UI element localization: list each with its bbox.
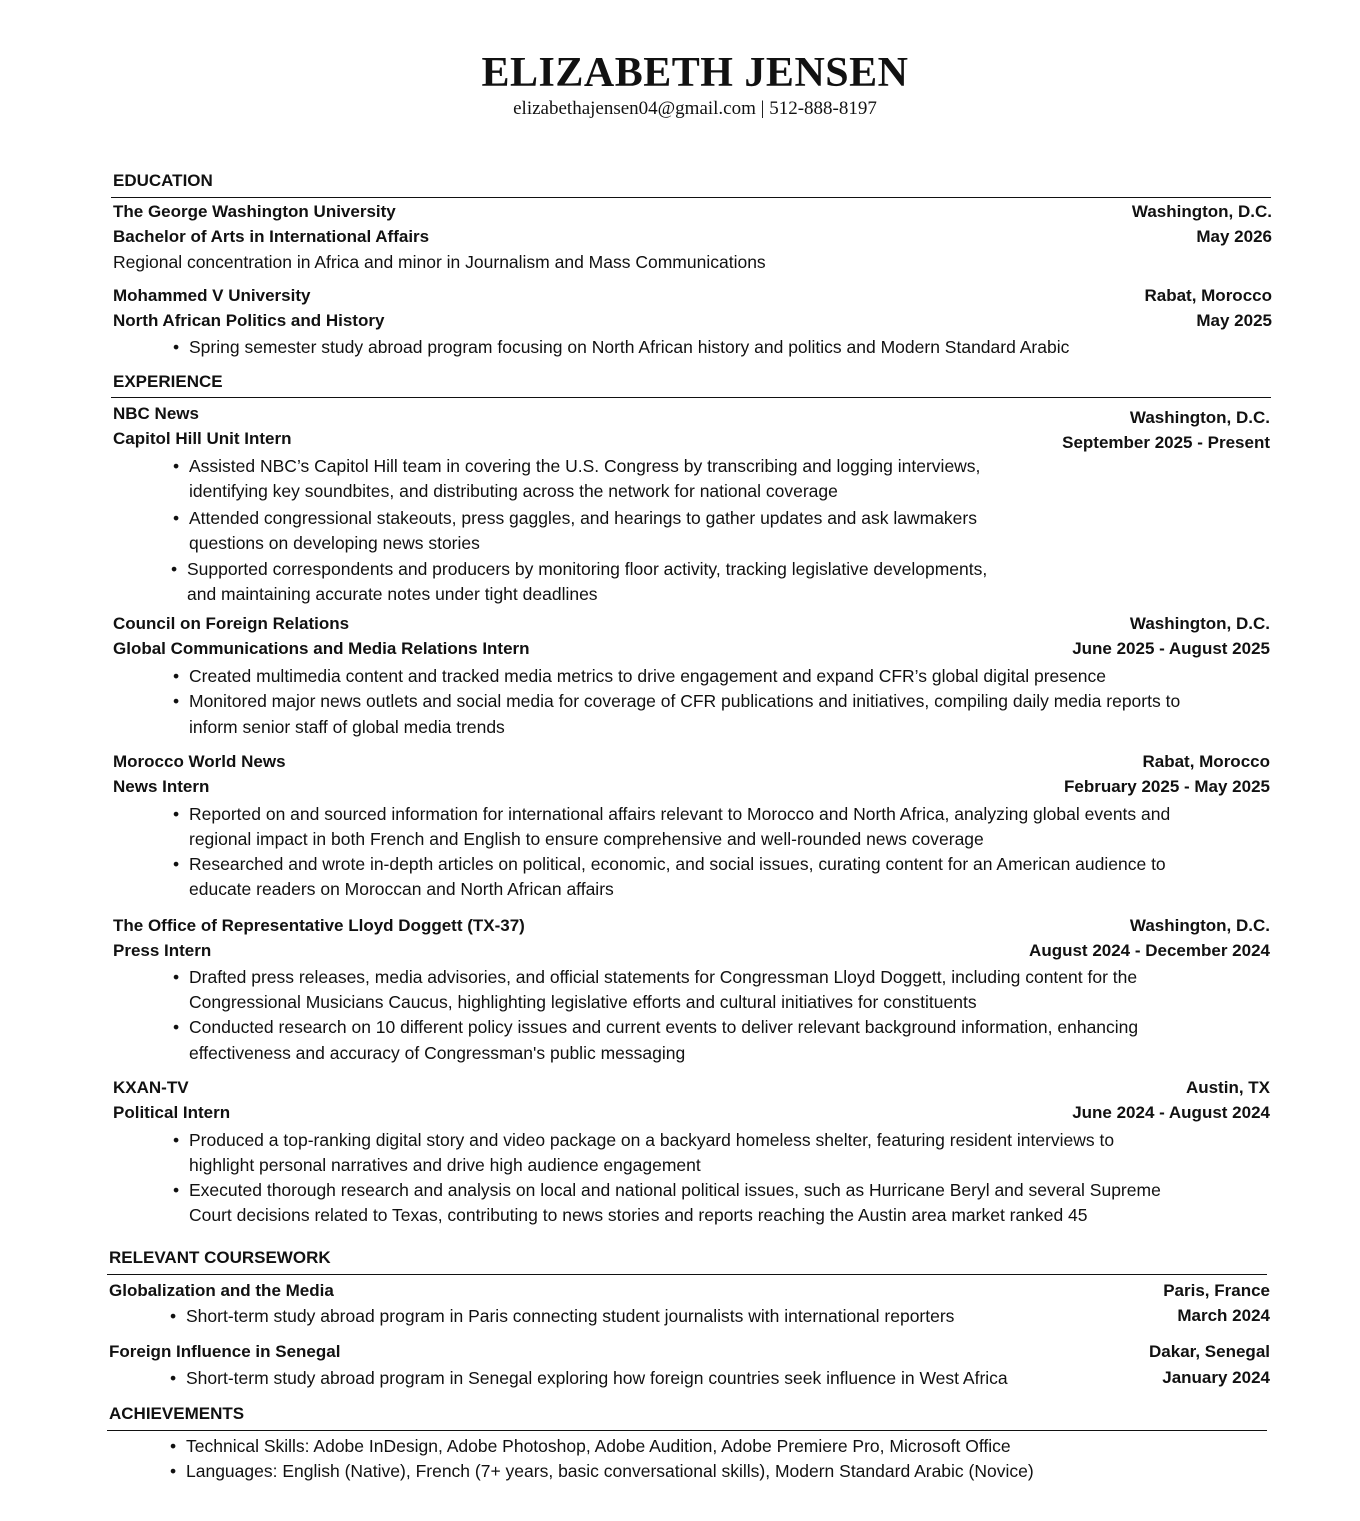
- bullet-icon: •: [173, 508, 180, 528]
- entry-location: Washington, D.C.: [1129, 916, 1270, 935]
- course-entry-header: [109, 1279, 1270, 1303]
- bullet-icon: •: [171, 559, 178, 579]
- experience-entry-header: [113, 612, 1270, 636]
- list-item-text: Languages: English (Native), French (7+ years, basic conversational skills), Modern Standard Arabic (Novice): [186, 1461, 1034, 1481]
- degree-title: Bachelor of Arts in International Affairs: [113, 227, 430, 246]
- entry-date: August 2024 - December 2024: [1029, 941, 1270, 960]
- experience-entry-subheader: [113, 427, 1270, 451]
- list-item-text: Researched and wrote in-depth articles on political, economic, and social issues, curating content for an American audience to: [189, 854, 1166, 874]
- list-item-text: Executed thorough research and analysis on local and national political issues, such as Hurricane Beryl and several Supreme: [189, 1180, 1161, 1200]
- employer-name: The Office of Representative Lloyd Doggett (TX-37): [113, 916, 525, 935]
- list-item-text: Short-term study abroad program in Senegal exploring how foreign countries seek influence in West Africa: [186, 1368, 1008, 1388]
- bullet-icon: •: [173, 1130, 180, 1150]
- education-entry-header: [113, 200, 1272, 224]
- list-item-text-cont: questions on developing news stories: [189, 533, 480, 553]
- bullet-icon: •: [173, 967, 180, 987]
- section-title-achievements: ACHIEVEMENTS: [109, 1404, 245, 1423]
- job-title: Global Communications and Media Relations Intern: [113, 639, 530, 658]
- section-title-education: EDUCATION: [113, 171, 213, 190]
- job-title: Capitol Hill Unit Intern: [113, 429, 292, 448]
- entry-location: Rabat, Morocco: [1142, 752, 1270, 771]
- entry-location: Rabat, Morocco: [1144, 286, 1272, 305]
- job-title: News Intern: [113, 777, 210, 796]
- list-item-text: Conducted research on 10 different policy issues and current events to deliver relevant background information, enhancing: [189, 1017, 1139, 1037]
- list-item-text-cont: effectiveness and accuracy of Congressman's public messaging: [189, 1043, 686, 1063]
- job-title: Political Intern: [113, 1103, 231, 1122]
- list-item-text-cont: educate readers on Moroccan and North African affairs: [189, 879, 614, 899]
- bullet-icon: •: [173, 456, 180, 476]
- section-divider: [111, 197, 1271, 198]
- entry-location: Dakar, Senegal: [1149, 1342, 1270, 1361]
- section-title-coursework: RELEVANT COURSEWORK: [109, 1248, 331, 1267]
- entry-date: February 2025 - May 2025: [1063, 777, 1270, 796]
- list-item-text: Technical Skills: Adobe InDesign, Adobe Photoshop, Adobe Audition, Adobe Premiere Pro, Microsoft Office: [186, 1436, 1011, 1456]
- entry-date: January 2024: [1162, 1368, 1270, 1387]
- list-item-text: Monitored major news outlets and social media for coverage of CFR publications and initiatives, compiling daily media reports to: [189, 691, 1181, 711]
- program-title: North African Politics and History: [113, 311, 385, 330]
- list-item-text: Created multimedia content and tracked media metrics to drive engagement and expand CFR’s global digital presence: [189, 666, 1106, 686]
- section-title-experience: EXPERIENCE: [113, 372, 223, 391]
- entry-location: Washington, D.C.: [1129, 614, 1270, 633]
- list-item-text-cont: and maintaining accurate notes under tight deadlines: [187, 584, 598, 604]
- entry-date: June 2024 - August 2024: [1072, 1103, 1270, 1122]
- course-name: Foreign Influence in Senegal: [109, 1342, 341, 1361]
- education-entry-subheader: [113, 309, 1272, 333]
- entry-location: Paris, France: [1163, 1281, 1270, 1300]
- experience-entry-header: [113, 750, 1270, 774]
- list-item-text: Drafted press releases, media advisories, and official statements for Congressman Lloyd Doggett, including content for the: [189, 967, 1138, 987]
- section-divider: [111, 397, 1271, 398]
- list-item-text: Assisted NBC’s Capitol Hill team in covering the U.S. Congress by transcribing and logging interviews,: [189, 456, 981, 476]
- list-item-text: Reported on and sourced information for international affairs relevant to Morocco and North Africa, analyzing global events and: [189, 804, 1171, 824]
- applicant-name: ELIZABETH JENSEN: [481, 50, 909, 96]
- experience-entry-header: [113, 914, 1270, 938]
- bullet-icon: •: [173, 337, 180, 357]
- contact-line: elizabethajensen04@gmail.com | 512-888-8197: [513, 98, 877, 119]
- list-item-text: Short-term study abroad program in Paris connecting student journalists with international reporters: [186, 1306, 955, 1326]
- section-divider: [107, 1430, 1267, 1431]
- experience-entry-subheader: [113, 775, 1270, 799]
- list-item-text: Supported correspondents and producers by monitoring floor activity, tracking legislative developments,: [187, 559, 988, 579]
- list-item-text: Spring semester study abroad program focusing on North African history and politics and Modern Standard Arabic: [189, 337, 1070, 357]
- course-entry-header: [109, 1340, 1270, 1364]
- job-title: Press Intern: [113, 941, 212, 960]
- list-item-text-cont: Court decisions related to Texas, contributing to news stories and reports reaching the Austin area market ranked 45: [189, 1205, 1088, 1225]
- bullet-icon: •: [173, 854, 180, 874]
- entry-date: June 2025 - August 2025: [1072, 639, 1270, 658]
- experience-entry-header: [113, 402, 1270, 426]
- entry-date: March 2024: [1177, 1306, 1270, 1325]
- bullet-icon: •: [173, 691, 180, 711]
- list-item-text-cont: Congressional Musicians Caucus, highlighting legislative efforts and cultural initiatives for constituents: [189, 992, 977, 1012]
- bullet-icon: •: [173, 804, 180, 824]
- education-note: Regional concentration in Africa and minor in Journalism and Mass Communications: [113, 252, 766, 272]
- experience-entry-subheader: [113, 939, 1270, 963]
- entry-location: Austin, TX: [1185, 1078, 1270, 1097]
- experience-entry-subheader: [113, 1101, 1270, 1125]
- bullet-icon: •: [170, 1368, 177, 1388]
- section-divider: [107, 1274, 1267, 1275]
- entry-date: May 2025: [1196, 311, 1272, 330]
- resume-header: [0, 48, 1360, 120]
- employer-name: NBC News: [113, 404, 199, 423]
- institution-name: The George Washington University: [113, 202, 396, 221]
- list-item-text: Produced a top-ranking digital story and video package on a backyard homeless shelter, featuring resident interviews to: [189, 1130, 1115, 1150]
- bullet-icon: •: [170, 1436, 177, 1456]
- entry-date: May 2026: [1196, 227, 1272, 246]
- bullet-icon: •: [173, 666, 180, 686]
- employer-name: KXAN-TV: [113, 1078, 189, 1097]
- list-item-text: Attended congressional stakeouts, press gaggles, and hearings to gather updates and ask lawmakers: [189, 508, 977, 528]
- experience-entry-subheader: [113, 637, 1270, 661]
- employer-name: Morocco World News: [113, 752, 286, 771]
- list-item-text-cont: inform senior staff of global media trends: [189, 717, 505, 737]
- education-entry-subheader: [113, 225, 1272, 249]
- course-name: Globalization and the Media: [109, 1281, 334, 1300]
- list-item-text-cont: highlight personal narratives and drive high audience engagement: [189, 1155, 701, 1175]
- institution-name: Mohammed V University: [113, 286, 311, 305]
- entry-date: September 2025 - Present: [1062, 433, 1270, 452]
- employer-name: Council on Foreign Relations: [113, 614, 350, 633]
- entry-location: Washington, D.C.: [1131, 202, 1272, 221]
- list-item-text-cont: regional impact in both French and English to ensure comprehensive and well-rounded news coverage: [189, 829, 984, 849]
- entry-location: Washington, D.C.: [1129, 408, 1270, 427]
- education-entry-header: [113, 284, 1272, 308]
- bullet-icon: •: [170, 1461, 177, 1481]
- list-item-text-cont: identifying key soundbites, and distributing across the network for national coverage: [189, 481, 838, 501]
- bullet-icon: •: [170, 1306, 177, 1326]
- experience-entry-header: [113, 1076, 1270, 1100]
- bullet-icon: •: [173, 1180, 180, 1200]
- bullet-icon: •: [173, 1017, 180, 1037]
